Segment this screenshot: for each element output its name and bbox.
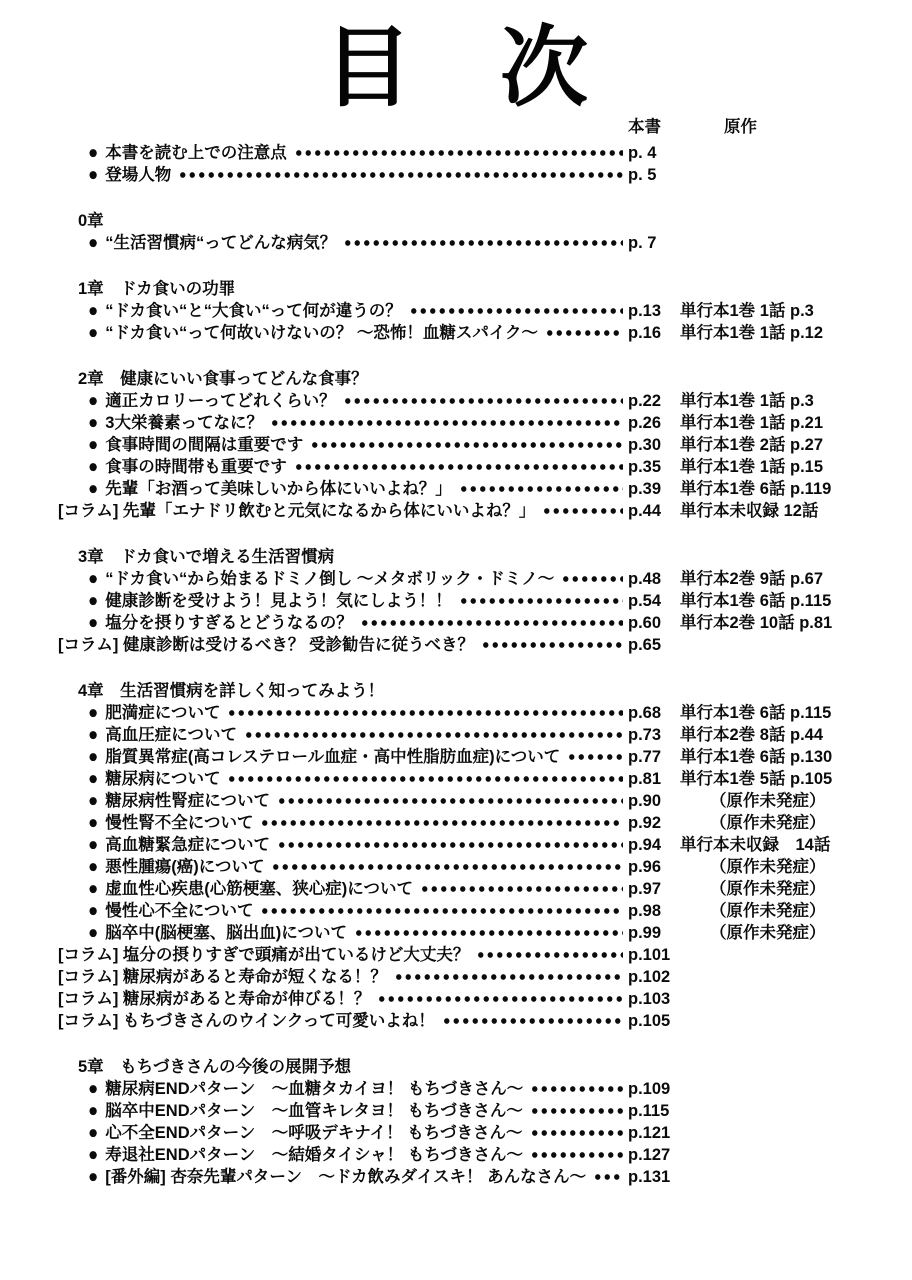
entry-page-number: p.115	[628, 1102, 670, 1120]
entry-page-number: p.96	[628, 858, 662, 876]
dot-leader	[567, 746, 623, 768]
entry-page-number: p.39	[628, 480, 662, 498]
entry-label: 寿退社ENDパターン ～結婚タイシャ！ もちづきさん～	[105, 1146, 524, 1164]
bullet-icon: ●	[88, 390, 99, 411]
toc-row	[0, 856, 912, 878]
chapter-heading: 1章 ドカ食いの功罪	[78, 280, 236, 298]
toc-row	[0, 790, 912, 812]
toc-row	[0, 1078, 912, 1100]
toc-row-label-area	[58, 790, 628, 812]
entry-page-number: p.121	[628, 1124, 671, 1142]
bullet-icon: ●	[88, 568, 99, 589]
entry-label: 健康診断を受けよう！見よう！気にしよう！！	[105, 592, 452, 610]
dot-leader	[310, 434, 623, 456]
entry-page-number: p.22	[628, 392, 662, 410]
toc-row	[0, 634, 912, 656]
dot-leader	[343, 232, 623, 254]
dot-leader	[459, 478, 623, 500]
dot-leader	[277, 790, 623, 812]
dot-leader	[542, 500, 623, 522]
entry-page-number: p.73	[628, 726, 662, 744]
dot-leader	[260, 900, 623, 922]
entry-label: “生活習慣病“ってどんな病気？	[105, 234, 337, 252]
dot-leader	[394, 966, 623, 988]
toc-row-label-area	[58, 322, 628, 344]
entry-page-number: p.68	[628, 704, 662, 722]
toc-row-label-area	[58, 478, 628, 500]
toc-row	[0, 746, 912, 768]
column-headers	[0, 116, 912, 138]
entry-source-reference: 単行本未収録 14話	[680, 836, 831, 854]
dot-leader	[178, 164, 623, 186]
toc-section	[0, 368, 912, 522]
entry-page-number: p.92	[628, 814, 662, 832]
chapter-rows	[0, 1078, 912, 1188]
entry-label: 慢性腎不全について	[105, 814, 254, 832]
toc-row	[0, 768, 912, 790]
toc-row-label-area	[58, 856, 628, 878]
entry-source-reference: （原作未発症）	[710, 924, 826, 942]
entry-page-number: p. 4	[628, 144, 657, 162]
bullet-icon: ●	[88, 702, 99, 723]
toc-row-label-area	[58, 434, 628, 456]
entry-label: 本書を読む上での注意点	[105, 144, 287, 162]
bullet-icon: ●	[88, 834, 99, 855]
toc-row	[0, 612, 912, 634]
bullet-icon: ●	[88, 322, 99, 343]
bullet-icon: ●	[88, 456, 99, 477]
entry-page-number: p.102	[628, 968, 671, 986]
toc-row-label-area	[58, 768, 628, 790]
bullet-icon: ●	[88, 768, 99, 789]
entry-source-reference: （原作未発症）	[710, 902, 826, 920]
toc-row	[0, 1144, 912, 1166]
toc-row-label-area	[58, 922, 628, 944]
dot-leader	[545, 322, 623, 344]
entry-page-number: p.98	[628, 902, 662, 920]
entry-source-reference: （原作未発症）	[710, 814, 826, 832]
toc-row	[0, 322, 912, 344]
chapter-heading: 3章 ドカ食いで増える生活習慣病	[78, 548, 335, 566]
toc-row-label-area	[58, 834, 628, 856]
entry-label: 糖尿病性腎症について	[105, 792, 270, 810]
toc-section	[0, 680, 912, 1032]
entry-source-reference: （原作未発症）	[710, 858, 826, 876]
entry-page-number: p.65	[628, 636, 662, 654]
entry-label: 脂質異常症(高コレステロール血症・高中性脂肪血症)について	[105, 748, 561, 766]
entry-source-reference: 単行本1巻 6話 p.115	[680, 704, 832, 722]
entry-label: 肥満症について	[105, 704, 221, 722]
entry-label: [コラム] 塩分の摂りすぎで頭痛が出ているけど大丈夫？	[58, 946, 470, 964]
entry-page-number: p.90	[628, 792, 662, 810]
toc-row	[0, 878, 912, 900]
entry-source-reference: 単行本1巻 5話 p.105	[680, 770, 833, 788]
chapter-rows	[0, 568, 912, 656]
dot-leader	[294, 456, 623, 478]
dot-leader	[420, 878, 623, 900]
dot-leader	[442, 1010, 623, 1032]
entry-source-reference: 単行本2巻 8話 p.44	[680, 726, 824, 744]
dot-leader	[294, 142, 623, 164]
toc-row	[0, 142, 912, 164]
entry-page-number: p. 7	[628, 234, 657, 252]
entry-source-reference: 単行本1巻 1話 p.3	[680, 302, 814, 320]
dot-leader	[360, 612, 623, 634]
chapter-heading: 0章	[78, 212, 104, 230]
entry-page-number: p.103	[628, 990, 671, 1008]
bullet-icon: ●	[88, 434, 99, 455]
toc-row	[0, 1122, 912, 1144]
dot-leader	[271, 856, 623, 878]
toc-row	[0, 500, 912, 522]
toc-row-label-area	[58, 164, 628, 186]
entry-label: “ドカ食い“から始まるドミノ倒し ～メタボリック・ドミノ～	[105, 570, 555, 588]
entry-page-number: p.60	[628, 614, 662, 632]
toc-section	[0, 546, 912, 656]
entry-label: [コラム] 先輩「エナドリ飲むと元気になるから体にいいよね？」	[58, 502, 536, 520]
dot-leader	[476, 944, 623, 966]
bullet-icon: ●	[88, 856, 99, 877]
entry-page-number: p.81	[628, 770, 662, 788]
entry-page-number: p.77	[628, 748, 662, 766]
entry-page-number: p.127	[628, 1146, 671, 1164]
entry-page-number: p.54	[628, 592, 662, 610]
entry-label: 糖尿病について	[105, 770, 221, 788]
dot-leader	[343, 390, 623, 412]
entry-label: [コラム] 糖尿病があると寿命が短くなる！？	[58, 968, 387, 986]
toc-row-label-area	[58, 1122, 628, 1144]
dot-leader	[530, 1122, 623, 1144]
entry-page-number: p.44	[628, 502, 662, 520]
bullet-icon: ●	[88, 746, 99, 767]
toc-section	[0, 1056, 912, 1188]
chapter-rows	[0, 390, 912, 522]
entry-page-number: p.13	[628, 302, 662, 320]
entry-page-number: p.26	[628, 414, 662, 432]
entry-source-reference: 単行本1巻 1話 p.3	[680, 392, 814, 410]
toc-row-label-area	[58, 590, 628, 612]
entry-label: [コラム] 糖尿病があると寿命が伸びる！？	[58, 990, 371, 1008]
dot-leader	[277, 834, 623, 856]
toc-row	[0, 702, 912, 724]
bullet-icon: ●	[88, 412, 99, 433]
dot-leader	[459, 590, 623, 612]
chapter-rows	[0, 232, 912, 254]
toc-row	[0, 568, 912, 590]
bullet-icon: ●	[88, 1122, 99, 1143]
bullet-icon: ●	[88, 478, 99, 499]
entry-page-number: p.99	[628, 924, 662, 942]
entry-source-reference: （原作未発症）	[710, 792, 826, 810]
bullet-icon: ●	[88, 900, 99, 921]
toc-sections	[0, 142, 912, 1188]
entry-label: “ドカ食い“って何故いけないの？ ～恐怖！血糖スパイク～	[105, 324, 539, 342]
entry-label: 糖尿病ENDパターン ～血糖タカイヨ！ もちづきさん～	[105, 1080, 524, 1098]
toc-row-label-area	[58, 612, 628, 634]
chapter-rows	[0, 142, 912, 186]
toc-row	[0, 922, 912, 944]
entry-label: 適正カロリーってどれくらい？	[105, 392, 336, 410]
dot-leader	[481, 634, 623, 656]
entry-page-number: p.101	[628, 946, 671, 964]
entry-page-number: p.48	[628, 570, 662, 588]
entry-source-reference: 単行本未収録 12話	[680, 502, 819, 520]
dot-leader	[227, 768, 623, 790]
toc-row	[0, 590, 912, 612]
toc-row-label-area	[58, 232, 628, 254]
entry-source-reference: 単行本1巻 6話 p.119	[680, 480, 832, 498]
toc-row	[0, 412, 912, 434]
toc-row-label-area	[58, 634, 628, 656]
entry-label: 高血圧症について	[105, 726, 237, 744]
toc-row-label-area	[58, 300, 628, 322]
entry-label: [コラム] 健康診断は受けるべき？ 受診勧告に従うべき？	[58, 636, 474, 654]
entry-source-reference: （原作未発症）	[710, 880, 826, 898]
entry-label: 慢性心不全について	[105, 902, 254, 920]
entry-source-reference: 単行本2巻 10話 p.81	[680, 614, 833, 632]
dot-leader	[409, 300, 623, 322]
toc-section	[0, 278, 912, 344]
toc-row	[0, 900, 912, 922]
toc-row	[0, 1010, 912, 1032]
entry-source-reference: 単行本1巻 6話 p.115	[680, 592, 832, 610]
bullet-icon: ●	[88, 878, 99, 899]
entry-label: “ドカ食い“と“大食い“って何が違うの？	[105, 302, 402, 320]
toc-row-label-area	[58, 944, 628, 966]
toc-row-label-area	[58, 390, 628, 412]
toc-row	[0, 834, 912, 856]
toc-row	[0, 988, 912, 1010]
dot-leader	[354, 922, 623, 944]
bullet-icon: ●	[88, 300, 99, 321]
bullet-icon: ●	[88, 612, 99, 633]
toc-row-label-area	[58, 1010, 628, 1032]
chapter-rows	[0, 300, 912, 344]
chapter-heading: 5章 もちづきさんの今後の展開予想	[78, 1058, 352, 1076]
bullet-icon: ●	[88, 812, 99, 833]
chapter-heading: 4章 生活習慣病を詳しく知ってみよう！	[78, 682, 385, 700]
entry-page-number: p.131	[628, 1168, 671, 1186]
dot-leader	[530, 1100, 623, 1122]
chapter-heading: 2章 健康にいい食事ってどんな食事？	[78, 370, 368, 388]
entry-label: 3大栄養素ってなに？	[105, 414, 263, 432]
column-header-original: 原作	[724, 118, 757, 136]
toc-row-label-area	[58, 966, 628, 988]
dot-leader	[227, 702, 623, 724]
bullet-icon: ●	[88, 590, 99, 611]
bullet-icon: ●	[88, 922, 99, 943]
toc-row	[0, 478, 912, 500]
bullet-icon: ●	[88, 164, 99, 185]
entry-label: 脳卒中ENDパターン ～血管キレタヨ！ もちづきさん～	[105, 1102, 523, 1120]
entry-label: 食事時間の間隔は重要です	[105, 436, 304, 454]
entry-page-number: p.109	[628, 1080, 671, 1098]
toc-row-label-area	[58, 1100, 628, 1122]
toc-row-label-area	[58, 878, 628, 900]
toc-row-label-area	[58, 412, 628, 434]
entry-page-number: p.97	[628, 880, 662, 898]
entry-label: 食事の時間帯も重要です	[105, 458, 287, 476]
entry-label: 虚血性心疾患(心筋梗塞、狭心症)について	[105, 880, 413, 898]
entry-label: 高血糖緊急症について	[105, 836, 270, 854]
toc-row	[0, 434, 912, 456]
bullet-icon: ●	[88, 1144, 99, 1165]
entry-label: 心不全ENDパターン ～呼吸デキナイ！ もちづきさん～	[105, 1124, 523, 1142]
toc-row	[0, 944, 912, 966]
entry-page-number: p. 5	[628, 166, 657, 184]
toc-row-label-area	[58, 702, 628, 724]
dot-leader	[530, 1144, 623, 1166]
page-title: 目 次	[323, 18, 588, 117]
entry-page-number: p.105	[628, 1012, 671, 1030]
dot-leader	[260, 812, 623, 834]
toc-row-label-area	[58, 724, 628, 746]
entry-label: 塩分を摂りすぎるとどうなるの？	[105, 614, 353, 632]
entry-label: [番外編] 杏奈先輩パターン ～ドカ飲みダイスキ！ あんなさん～	[105, 1168, 587, 1186]
dot-leader	[244, 724, 623, 746]
bullet-icon: ●	[88, 724, 99, 745]
toc-row	[0, 1100, 912, 1122]
toc-row-label-area	[58, 568, 628, 590]
toc-section	[0, 142, 912, 186]
dot-leader	[593, 1166, 623, 1188]
toc-row-label-area	[58, 500, 628, 522]
entry-label: 登場人物	[105, 166, 172, 184]
toc-row-label-area	[58, 988, 628, 1010]
dot-leader	[377, 988, 623, 1010]
entry-label: 脳卒中(脳梗塞、脳出血)について	[105, 924, 347, 942]
entry-page-number: p.94	[628, 836, 662, 854]
entry-label: 悪性腫瘍(癌)について	[105, 858, 265, 876]
toc-row	[0, 232, 912, 254]
entry-page-number: p.16	[628, 324, 662, 342]
toc-row-label-area	[58, 900, 628, 922]
toc-row	[0, 390, 912, 412]
entry-source-reference: 単行本1巻 1話 p.12	[680, 324, 824, 342]
entry-source-reference: 単行本1巻 6話 p.130	[680, 748, 833, 766]
dot-leader	[530, 1078, 623, 1100]
bullet-icon: ●	[88, 232, 99, 253]
toc-row-label-area	[58, 142, 628, 164]
entry-label: 先輩「お酒って美味しいから体にいいよね？」	[105, 480, 452, 498]
entry-source-reference: 単行本2巻 9話 p.67	[680, 570, 824, 588]
entry-label: [コラム] もちづきさんのウインクって可愛いよね！	[58, 1012, 435, 1030]
toc-row-label-area	[58, 1166, 628, 1188]
column-header-book: 本書	[628, 118, 661, 136]
dot-leader	[270, 412, 623, 434]
bullet-icon: ●	[88, 1166, 99, 1187]
toc-row	[0, 1166, 912, 1188]
bullet-icon: ●	[88, 1078, 99, 1099]
chapter-rows	[0, 702, 912, 1032]
toc-row	[0, 300, 912, 322]
toc-row-label-area	[58, 1144, 628, 1166]
toc-row-label-area	[58, 1078, 628, 1100]
toc-row	[0, 724, 912, 746]
bullet-icon: ●	[88, 1100, 99, 1121]
entry-source-reference: 単行本1巻 2話 p.27	[680, 436, 824, 454]
toc-row-label-area	[58, 746, 628, 768]
toc-row	[0, 966, 912, 988]
bullet-icon: ●	[88, 142, 99, 163]
toc-section	[0, 210, 912, 254]
dot-leader	[561, 568, 623, 590]
toc-row	[0, 456, 912, 478]
toc-row	[0, 164, 912, 186]
bullet-icon: ●	[88, 790, 99, 811]
toc-row-label-area	[58, 812, 628, 834]
toc-row	[0, 812, 912, 834]
entry-page-number: p.35	[628, 458, 662, 476]
entry-source-reference: 単行本1巻 1話 p.15	[680, 458, 824, 476]
entry-source-reference: 単行本1巻 1話 p.21	[680, 414, 824, 432]
entry-page-number: p.30	[628, 436, 662, 454]
toc-row-label-area	[58, 456, 628, 478]
